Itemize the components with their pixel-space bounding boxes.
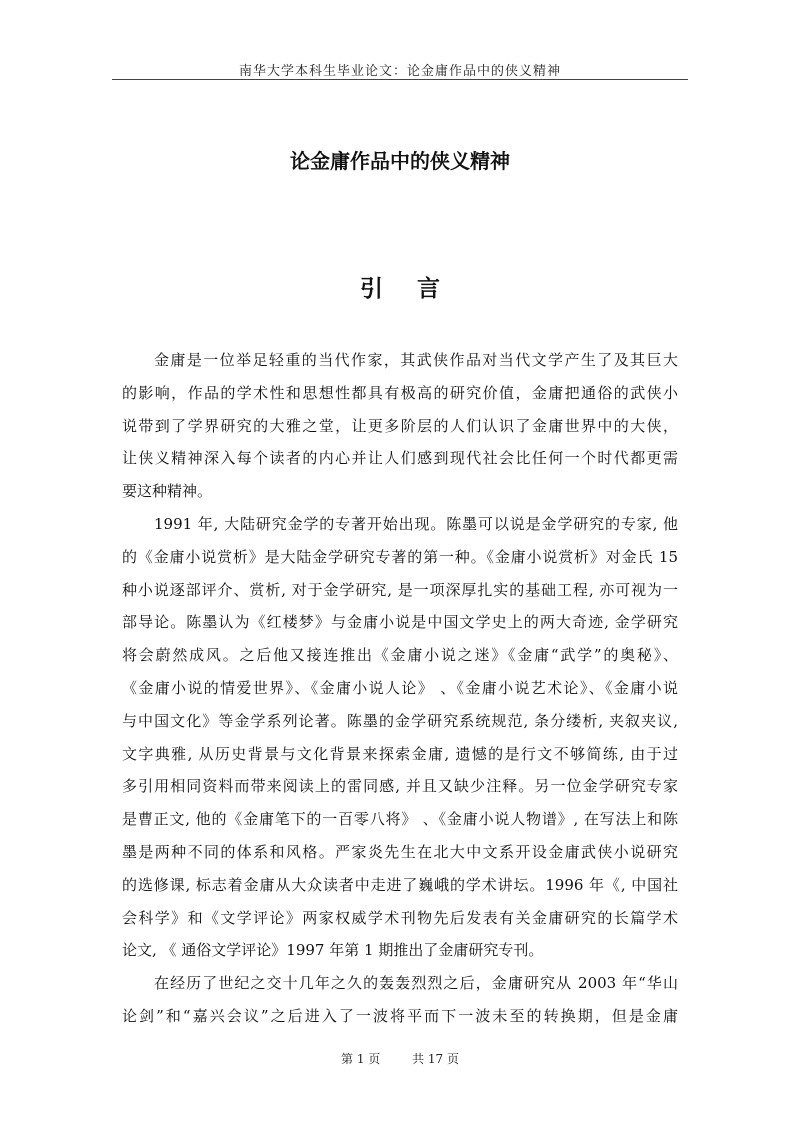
text-line: 文字典雅, 从历史背景与文化背景来探索金庸, 遗憾的是行文不够简练, 由于过 [122, 744, 678, 763]
text-line: 金庸是一位举足轻重的当代作家，其武侠作品对当代文学产生了及其巨大 [154, 351, 678, 369]
text-line: 的选修课, 标志着金庸从大众读者中走进了巍峨的学术讲坛。1996 年《, 中国社 [122, 875, 678, 894]
header-rule [112, 79, 688, 80]
text-line: 多引用相同资料而带来阅读上的雷同感, 并且又缺少注释。另一位金学研究专家 [122, 777, 678, 796]
text-line: 种小说逐部评介、赏析, 对于金学研究, 是一项深厚扎实的基础工程, 亦可视为一 [122, 580, 678, 599]
text-line: 《金庸小说的情爱世界》、《金庸小说人论》 、《金庸小说艺术论》、《金庸小说 [122, 678, 678, 697]
text-line: 的《金庸小说赏析》是大陆金学研究专著的第一种。《金庸小说赏析》对金氏 15 [122, 547, 678, 566]
text-line: 论文, 《 通俗文学评论》1997 年第 1 期推出了金庸研究专刊。 [122, 941, 544, 960]
running-header: 南华大学本科生毕业论文：论金庸作品中的侠义精神 [238, 64, 561, 79]
text-line: 将会蔚然成风。之后他又接连推出《金庸小说之迷》《金庸“武学”的奥秘》、 [122, 646, 678, 665]
text-line: 是曹正文, 他的《金庸笔下的一百零八将》 、《金庸小说人物谱》, 在写法上和陈 [122, 810, 678, 829]
page-footer [0, 1050, 800, 1067]
page-number: 第 1 页 [341, 1052, 381, 1066]
text-line: 1991 年, 大陆研究金学的专著开始出现。陈墨可以说是金学研究的专家, 他 [154, 514, 678, 533]
text-line: 会科学》和《文学评论》两家权威学术刊物先后发表有关金庸研究的长篇学术 [122, 908, 678, 927]
text-line: 部导论。陈墨认为《红楼梦》与金庸小说是中国文学史上的两大奇迹, 金学研究 [122, 613, 678, 632]
page-total: 共 17 页 [412, 1052, 459, 1066]
body-text [122, 344, 678, 1033]
paragraph [122, 967, 678, 1033]
section-heading: 引言 [360, 276, 474, 302]
paper-title: 论金庸作品中的侠义精神 [290, 149, 510, 173]
text-line: 让侠义精神深入每个读者的内心并让人们感到现代社会比任何一个时代都更需 [122, 449, 678, 468]
text-line: 在经历了世纪之交十几年之久的轰轰烈烈之后，金庸研究从 2003 年“华山 [154, 974, 678, 993]
paragraph [122, 508, 678, 967]
text-line: 要这种精神。 [122, 482, 213, 501]
text-line: 与中国文化》等金学系列论著。陈墨的金学研究系统规范, 条分缕析, 夹叙夹议, [122, 711, 678, 730]
text-line: 的影响，作品的学术性和思想性都具有极高的研究价值，金庸把通俗的武侠小 [122, 383, 678, 402]
text-line: 论剑”和“嘉兴会议”之后进入了一波将平而下一波未至的转换期，但是金庸 [122, 1006, 678, 1025]
text-line: 墨是两种不同的体系和风格。严家炎先生在北大中文系开设金庸武侠小说研究 [122, 842, 678, 861]
paragraph [122, 344, 678, 508]
text-line: 说带到了学界研究的大雅之堂，让更多阶层的人们认识了金庸世界中的大侠， [122, 416, 678, 435]
